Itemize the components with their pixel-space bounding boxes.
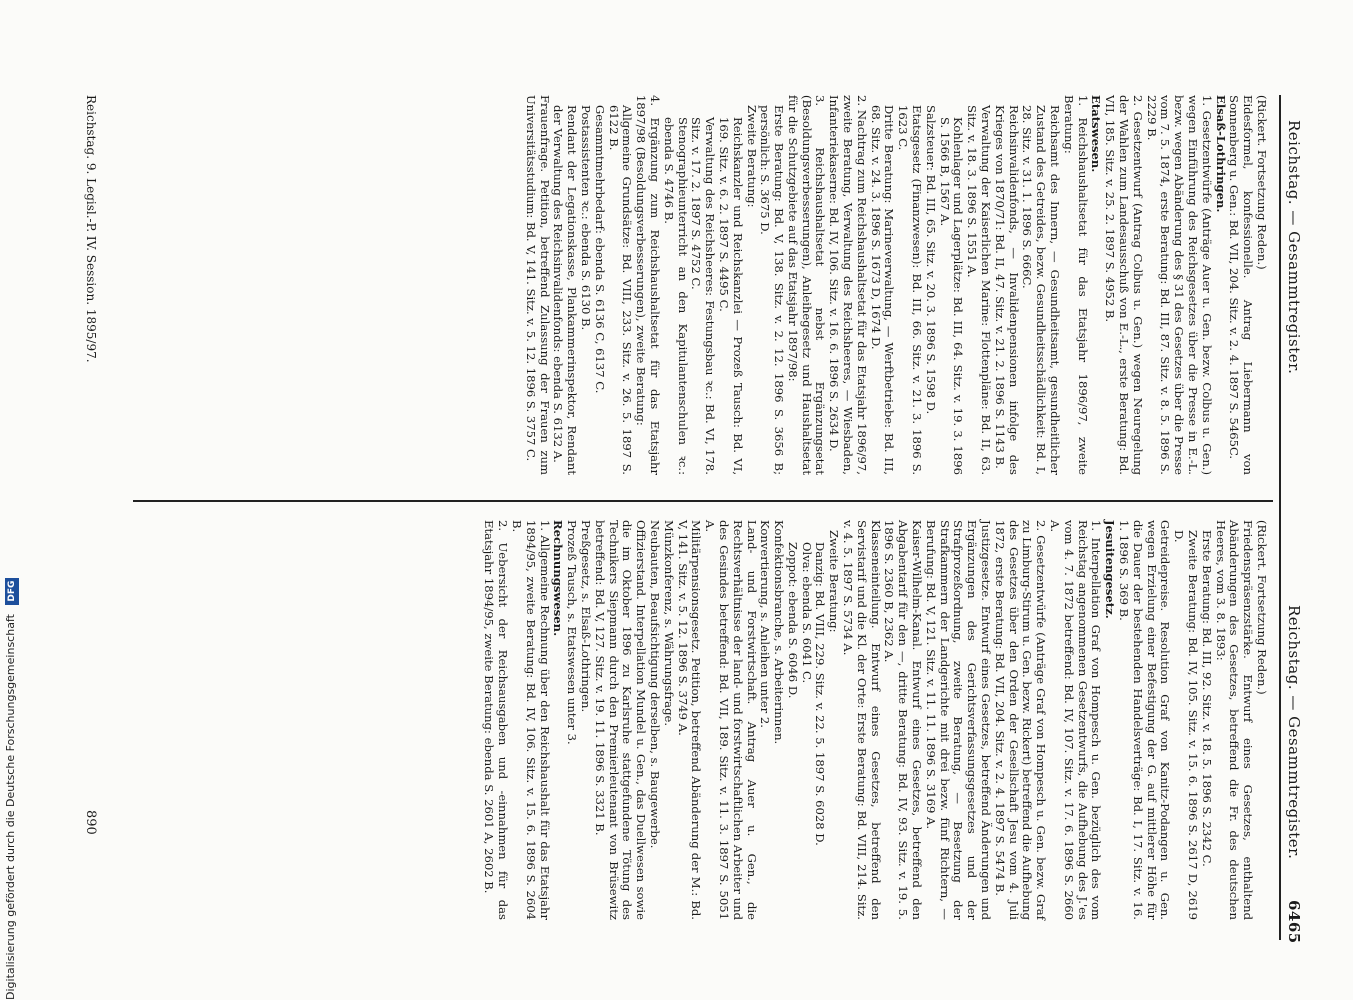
index-entry: Salzsteuer: Bd. III, 65. Sitz. v. 20. 3. 1896 S. 1598 D. <box>923 105 938 415</box>
running-head-left: Reichstag. — Gesammtregister. <box>1285 120 1303 375</box>
index-entry: 2. Gesetzentwurf (Antrag Colbus u. Gen.) wegen Neuregelung der Wahlen zum Landesausschuß von E.-L., erste Beratung: Bd. VII, 185. Sitz. v. 25. 2. 1897 S. 4952 B. <box>1103 95 1145 475</box>
index-entry: 1. Allgemeine Rechnung über den Reichshaushalt für das Etatsjahr 1894/95, zweite Beratung: Bd. IV, 106. Sitz. v. 15. 6. 1896 S. 2604 B. <box>509 520 552 920</box>
index-entry: Land- und Forstwirtschaft. Antrag Auer u. Gen., die Rechtsverhältnisse der land- und forstwirtschaftlichen Arbeiter und des Gesindes betreffend: Bd. VII, 189. Sitz. v. 11. 3. 1897 S. 5051 A. <box>703 520 759 920</box>
index-entry: 4. Ergänzung zum Reichshaushaltsetat für das Etatsjahr 1897/98 (Besoldungsverbesserungen), zweite Beratung: <box>634 95 662 475</box>
index-entry: Konfektionsbranche, s. Arbeiterinnen. <box>772 520 787 745</box>
index-entry: Münzkonferenz, s. Währungsfrage. <box>661 520 676 727</box>
index-entry: 1. Reichshaushaltsetat für das Etatsjahr 1896/97, zweite Beratung: <box>1061 95 1090 475</box>
running-head-right: Reichstag. — Gesammtregister. <box>1285 605 1303 860</box>
left-column <box>523 95 1268 475</box>
index-entry: 3. Reichshaushaltsetat nebst Ergänzungsetat (Besoldungsverbesserungen), Anleihegesetz und Haushaltsetat für die Schutzgebiete auf das Etatsjahr 1897/98: <box>785 95 828 475</box>
index-entry: Rendant der Legationskasse, Plankammerinspektor, Rendant der Verwaltung des Reichsinvalidenfonds: ebenda S. 6132 A. <box>551 105 580 475</box>
footer-source: Reichstag. 9. Legisl.-P. IV. Session. 1895/97. <box>84 95 98 363</box>
index-entry: (Rickert. Fortsetzung Reden.) <box>1255 520 1269 695</box>
page-number-bottom: 890 <box>83 810 98 835</box>
index-entry: Kaiser-Wilhelm-Kanal. Entwurf eines Gesetzes, betreffend den Abgabentarif für den —, dritte Beratung: Bd. IV, 93. Sitz. v. 19. 5. 1896 S. 2360 B, 2362 A. <box>882 520 925 920</box>
index-entry: Justizgesetze. Entwurf eines Gesetzes, betreffend Änderungen und Ergänzungen des Gerichtsverfassungsgesetzes und der Strafprozeßordnung, zweite Beratung, — Besetzung der Strafkammern der Landgerichte mit drei bezw. fünf Richtern, — Berufung: Bd. V, 121. Sitz. v. 11. 11. 1896 S. 3169 A. <box>923 520 994 920</box>
index-entry: Zoppot: ebenda S. 6046 D. <box>785 542 800 699</box>
index-entry: Allgemeine Grundsätze: Bd. VIII, 233. Sitz. v. 26. 5. 1897 S. 6122 B. <box>606 105 635 475</box>
index-entry: Gesammtmehrbedarf: ebenda S. 6136 C, 6137 C. <box>592 105 607 394</box>
index-entry: Neubauten, Beaufsichtigung derselben, s. Baugewerbe. <box>647 520 662 849</box>
index-entry: 2. Nachtrag zum Reichshaushaltsetat für das Etatsjahr 1896/97, zweite Beratung, Verwaltung des Reichsheeres, — Wiesbaden, Infanteriekaserne: Bd. IV, 106. Sitz. v. 16. 6. 1896 S. 2634 D. <box>827 95 869 475</box>
dfg-logo: DFG <box>5 578 19 605</box>
index-entry: 2. Gesetzentwürfe (Anträge Graf von Hompesch u. Gen. bezw. Graf zu Limburg-Stirum u. Gen. bezw. Rickert) betreffend die Aufhebung des Gesetzes über den Orden der Gesellschaft Jesu vom 4. Juli 1872, erste Beratung: Bd. VII, 204. Sitz. v. 2. 4. 1897 S. 5474 B. <box>992 520 1049 920</box>
index-entry: Klasseneinteilung. Entwurf eines Gesetzes, betreffend den Servistarif und die Kl. der Orte: Erste Beratung: Bd. VIII, 214. Sitz. v. 4. 5. 1897 S. 5734 A. <box>841 520 883 920</box>
index-entry: Militärpensionsgesetz. Petition, betreffend Abänderung der M.: Bd. V, 141. Sitz. v. 5. 12. 1896 S. 3749 A. <box>675 520 704 920</box>
index-entry: 2. Uebersicht der Reichsausgaben und -einnahmen für das Etatsjahr 1894/95, zweite Beratung: ebenda S. 2601 A, 2602 B. <box>482 520 511 920</box>
right-column <box>482 520 1268 920</box>
digitization-credit <box>4 10 18 1000</box>
index-entry: Reichskanzler und Reichskanzlei — Prozeß Tausch: Bd. VI, 169. Sitz. v. 6. 2. 1897 S. 4495 C. <box>716 117 745 475</box>
index-entry: Erste Beratung: Bd. III, 92. Sitz. v. 18. 5. 1896 S. 2342 C. <box>1199 530 1214 867</box>
index-entry: Frauenfrage. Petition, betreffend Zulassung der Frauen zum Universitätsstudium: Bd. V, 141. Sitz. v. 5. 12. 1896 S. 3757 C. <box>523 95 552 475</box>
index-entry: Konvertierung, s. Anleihen unter 2. <box>758 520 773 728</box>
index-entry: Zweite Beratung: <box>827 530 842 633</box>
page-number-top: 6465 <box>1285 900 1303 944</box>
index-entry: Danzig: Bd. VIII, 229. Sitz. v. 22. 5. 1897 S. 6028 D. <box>813 542 828 846</box>
index-entry: 1. Interpellation Graf von Hompesch u. Gen. bezüglich des vom Reichstag angenommenen Gesetzentwurfs, die Aufhebung des J.'es vom 4. 7. 1872 betreffend: Bd. IV, 107. Sitz. v. 17. 6. 1896 S. 2660 A. <box>1048 520 1104 920</box>
index-entry: 1. Gesetzentwürfe (Anträge Auer u. Gen. bezw. Colbus u. Gen.) wegen Einführung des Reichsgesetzes über die Presse in E.-L. bezw. wegen Abänderung des § 31 des Gesetzes über die Presse vom 7. 5. 1874, erste Beratung: Bd. III, 87. Sitz. v. 8. 5. 1896 S. 2229 B. <box>1144 95 1214 475</box>
index-entry: Eidesformel, konfessionelle. Antrag Liebermann von Sonnenberg u. Gen.: Bd. VII, 204. Sitz. v. 2. 4. 1897 S. 5465C. <box>1227 95 1256 475</box>
index-entry: Etatswesen. <box>1089 95 1104 173</box>
index-entry: Preßgesetz, s. Elsaß-Lothringen. <box>578 520 593 713</box>
column-divider <box>133 500 1273 502</box>
index-entry: Elsaß-Lothringen. <box>1213 95 1228 213</box>
credit-text: Digitalisierung gefördert durch die Deutsche Forschungsgemeinschaft <box>4 614 17 1000</box>
header-rule <box>1279 95 1281 940</box>
index-entry: Etatsgesetz (Finanzwesen): Bd. III, 66. Sitz. v. 21. 3. 1896 S. 1623 C. <box>896 105 925 475</box>
index-entry: Getreidepreise. Resolution Graf von Kanitz-Podangen u. Gen. wegen Erzielung einer Befestigung der G. auf mittlerer Höhe für die Dauer der bestehenden Handelsverträge: Bd. I, 17. Sitz. v. 16. 1. 1896 S. 369 B. <box>1117 520 1173 920</box>
index-entry: Verwaltung der Kaiserlichen Marine: Flottenpläne: Bd. II, 63. Sitz. v. 18. 3. 1896 S. 1551 A. <box>965 105 994 475</box>
index-entry: Erste Beratung: Bd. V, 138. Sitz. v. 2. 12. 1896 S. 3656 B; persönlich: S. 3675 D. <box>758 105 787 475</box>
index-entry: Jesuitengesetz. <box>1103 520 1118 619</box>
index-entry: (Rickert. Fortsetzung Reden.) <box>1255 95 1269 270</box>
index-entry: Zweite Beratung: Bd. IV, 105. Sitz. v. 15. 6. 1896 S. 2617 D, 2619 D. <box>1172 530 1201 920</box>
index-entry: Postassistenten ꝛc.: ebenda S. 6130 B. <box>578 105 593 331</box>
index-entry: Olva: ebenda S. 6041 C. <box>799 542 814 684</box>
index-entry: Rechnungswesen. <box>551 520 566 637</box>
index-entry: Prozeß Tausch, s. Etatswesen unter 3. <box>565 520 580 745</box>
index-entry: Friedenspräsenzstärke. Entwurf eines Gesetzes, enthaltend Abänderungen des Gesetzes, betreffend die Fr. des deutschen Heeres, vom 3. 8. 1893: <box>1213 520 1256 920</box>
index-entry: Dritte Beratung: Marineverwaltung, — Werftbetriebe: Bd. III, 68. Sitz. v. 24. 3. 1896 S. 1673 D, 1674 D. <box>868 105 897 475</box>
index-entry: Kohlenlager und Lagerplätze: Bd. III, 64. Sitz. v. 19. 3. 1896 S. 1566 B, 1567 A. <box>937 117 966 475</box>
index-entry: Reichsinvalidenfonds, — Invalidenpensionen infolge des Krieges von 1870/71: Bd. II, 47. Sitz. v. 21. 2. 1896 S. 1143 B. <box>992 105 1021 475</box>
index-entry: Offizierstand. Interpellation Mundel u. Gen., das Duellwesen sowie die im Oktober 1896 zu Karlsruhe stattgefundene Tötung des Technikers Siepmann durch den Premierleutenant von Brüsewitz betreffend: Bd. V, 127. Sitz. v. 19. 11. 1896 S. 3321 B. <box>592 520 649 920</box>
index-entry: Zweite Beratung: <box>744 105 759 208</box>
index-entry: Stenographieunterricht an den Kapitulantenschulen ꝛc.: ebenda S. 4746 B. <box>661 117 690 475</box>
index-entry: Reichsamt des Innern, — Gesundheitsamt, gesundheitlicher Zustand des Getreides, bezw. Gesundheitsschädlichkeit: Bd. I, 28. Sitz. v. 31. 1. 1896 S. 666C. <box>1020 105 1063 475</box>
index-entry: Verwaltung des Reichsheeres: Festungsbau ꝛc.: Bd. VI, 178. Sitz. v. 17. 2. 1897 S. 4752 C. <box>689 117 718 475</box>
